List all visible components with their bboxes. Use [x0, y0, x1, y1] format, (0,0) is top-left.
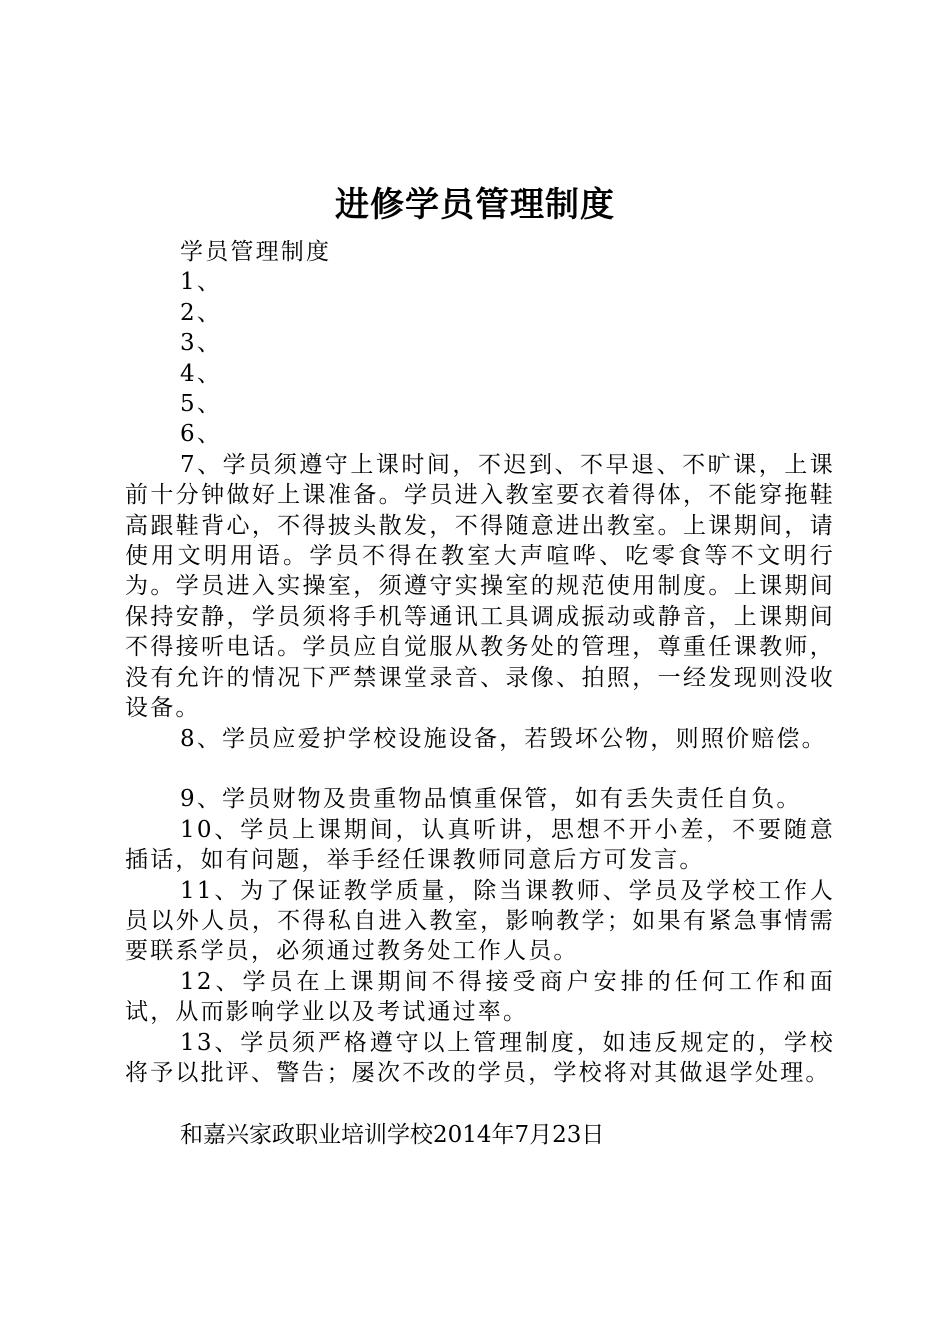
- paragraph-3: 3、: [180, 330, 223, 357]
- signature-line: 和嘉兴家政职业培训学校2014年7月23日: [180, 1122, 605, 1148]
- document-title: 进修学员管理制度: [335, 185, 615, 225]
- paragraph-13: 13、学员须严格遵守以上管理制度，如违反规定的，学校将予以批评、警告；屡次不改的学员，学校将对其做退学处理。: [125, 1029, 835, 1086]
- paragraph-7: 7、学员须遵守上课时间，不迟到、不早退、不旷课，上课前十分钟做好上课准备。学员进入教室要衣着得体，不能穿拖鞋高跟鞋背心，不得披头散发，不得随意进出教室。上课期间，请使用文明用语。学员不得在教室大声喧哗、吃零食等不文明行为。学员进入实操室，须遵守实操室的规范使用制度。上课期间保持安静，学员须将手机等通讯工具调成振动或静音，上课期间不得接听电话。学员应自觉服从教务处的管理，尊重任课教师，没有允许的情况下严禁课堂录音、录像、拍照，一经发现则没收设备。: [125, 451, 835, 722]
- paragraph-8: 8、学员应爱护学校设施设备，若毁坏公物，则照价赔偿。: [180, 725, 827, 752]
- paragraph-1: 1、: [180, 269, 223, 296]
- paragraph-9: 9、学员财物及贵重物品慎重保管，如有丢失责任自负。: [180, 786, 802, 813]
- subtitle: 学员管理制度: [180, 239, 332, 265]
- paragraph-6: 6、: [180, 421, 223, 448]
- paragraph-11: 11、为了保证教学质量，除当课教师、学员及学校工作人员以外人员，不得私自进入教室，影响教学；如果有紧急事情需要联系学员，必须通过教务处工作人员。: [125, 877, 835, 965]
- paragraph-12: 12、学员在上课期间不得接受商户安排的任何工作和面试，从而影响学业以及考试通过率。: [125, 968, 835, 1026]
- paragraph-2: 2、: [180, 299, 223, 326]
- document-body: [125, 237, 835, 1088]
- paragraph-10: 10、学员上课期间，认真听讲，思想不开小差，不要随意插话，如有问题，举手经任课教师同意后方可发言。: [125, 816, 835, 874]
- paragraph-4: 4、: [180, 360, 223, 387]
- blank-line: [125, 754, 835, 784]
- paragraph-5: 5、: [180, 391, 223, 418]
